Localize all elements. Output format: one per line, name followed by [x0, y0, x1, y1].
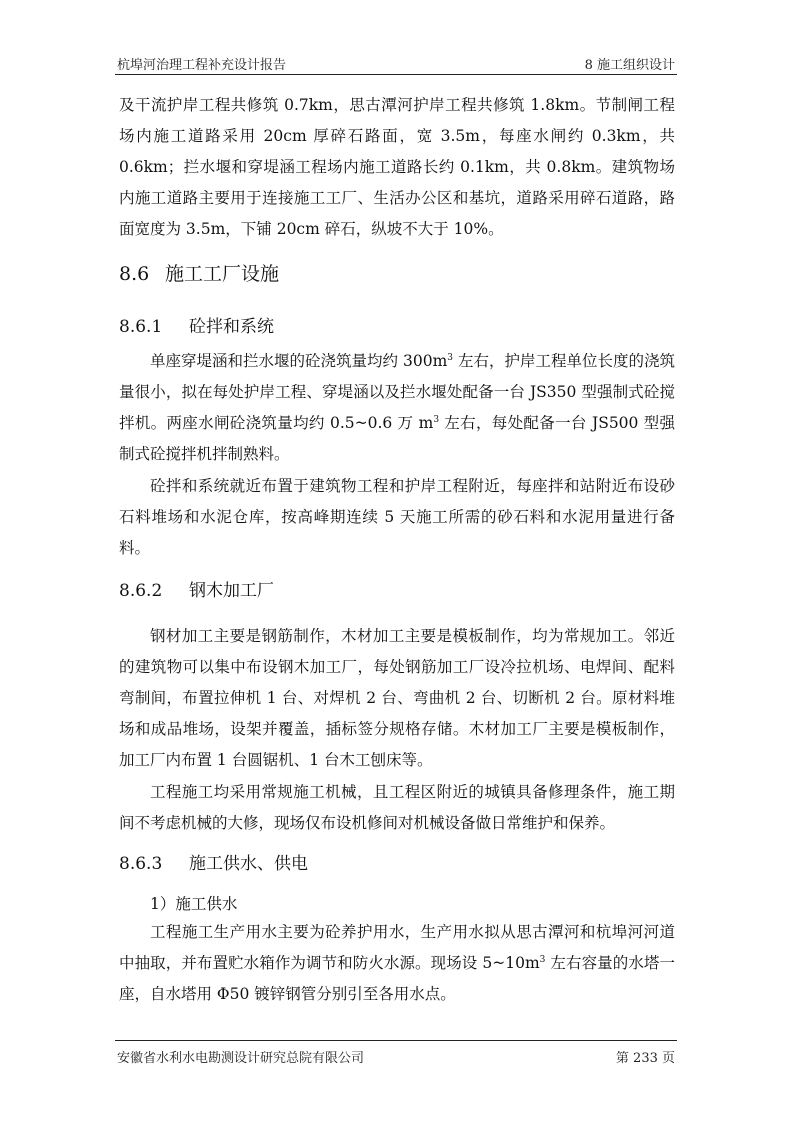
page-header: [115, 52, 677, 75]
text-run: 左右，护岸工程单位长度的浇筑量很小，拟在每处护岸工程、穿堤涵以及拦水堰处配备一台 JS350 型强制式砼搅拌机。两座水闸砼浇筑量均约 0.5~0.6 万 m: [119, 352, 675, 432]
superscript: 3: [433, 414, 440, 425]
text-run: 左右容量的水塔一座，自水塔用 Φ50 镀锌钢管分别引至各用水点。: [119, 954, 675, 1003]
section-heading-8-6-3: [119, 849, 308, 874]
text-run: 单座穿堤涵和拦水堰的砼浇筑量均约 300m: [150, 352, 448, 370]
paragraph-mixing-capacity: [119, 346, 675, 470]
section-heading-8-6-2: [119, 576, 274, 601]
section-title: 钢木加工厂: [189, 581, 274, 601]
text-run: 工程施工生产用水主要为砼养护用水，生产用水拟从思古潭河和杭埠河河道中抽取，并布置贮水箱作为调节和防火水源。现场设 5~10m: [119, 923, 675, 972]
section-heading-8-6-1: [119, 312, 274, 337]
section-title: 施工工厂设施: [165, 263, 280, 285]
footer-company-name: 安徽省水利水电勘测设计研究总院有限公司: [117, 1051, 365, 1066]
section-number: 8.6.1: [119, 317, 163, 337]
superscript: 3: [447, 352, 454, 363]
superscript: 3: [539, 954, 546, 965]
intro-paragraph: 及干流护岸工程共修筑 0.7km，思古潭河护岸工程共修筑 1.8km。节制闸工程场内施工道路采用 20cm 厚碎石路面，宽 3.5m，每座水闸约 0.3km，共 0.6km；拦水堰和穿堤涵工程场内施工道路长约 0.1km，共 0.8km。建筑物场内施工道路主要用于连接施工工厂、生活办公区和基坑，道路采用碎石道路，路面宽度为 3.5m，下铺 20cm 碎石，纵坡不大于 10%。: [119, 96, 675, 238]
section-number: 8.6.3: [119, 854, 163, 874]
section-number: 8.6.2: [119, 581, 163, 601]
page-footer: [115, 1040, 677, 1065]
header-report-title: 杭埠河治理工程补充设计报告: [117, 58, 287, 73]
header-chapter-title: 8 施工组织设计: [584, 58, 675, 73]
section-title: 施工供水、供电: [189, 854, 308, 874]
section-heading-8-6: [119, 259, 279, 286]
paragraph-steel-wood-workshop: 钢材加工主要是钢筋制作，木材加工主要是模板制作，均为常规加工。邻近的建筑物可以集中布设钢木加工厂，每处钢筋加工厂设冷拉机场、电焊间、配料弯制间，布置拉伸机 1 台、对焊机 2 台、弯曲机 2 台、切断机 2 台。原材料堆场和成品堆场，设架并覆盖，插标签分规格存储。木材加工厂主要是模板制作，加工厂内布置 1 台圆锯机、1 台木工刨床等。: [119, 627, 675, 769]
section-number: 8.6: [119, 263, 150, 285]
paragraph-water-supply: [119, 917, 675, 1010]
list-item-water-supply: 1）施工供水: [150, 895, 238, 913]
paragraph-machinery: 工程施工均采用常规施工机械，且工程区附近的城镇具备修理条件，施工期间不考虑机械的大修，现场仅布设机修间对机械设备做日常维护和保养。: [119, 783, 675, 832]
paragraph-mixing-layout: 砼拌和系统就近布置于建筑物工程和护岸工程附近，每座拌和站附近布设砂石料堆场和水泥仓库，按高峰期连续 5 天施工所需的砂石料和水泥用量进行备料。: [119, 477, 675, 557]
section-title: 砼拌和系统: [189, 317, 274, 337]
text-run: 左右，每处配备一台 JS500 型强制式砼搅拌机拌制熟料。: [119, 414, 675, 463]
footer-page-number: 第 233 页: [615, 1051, 675, 1066]
